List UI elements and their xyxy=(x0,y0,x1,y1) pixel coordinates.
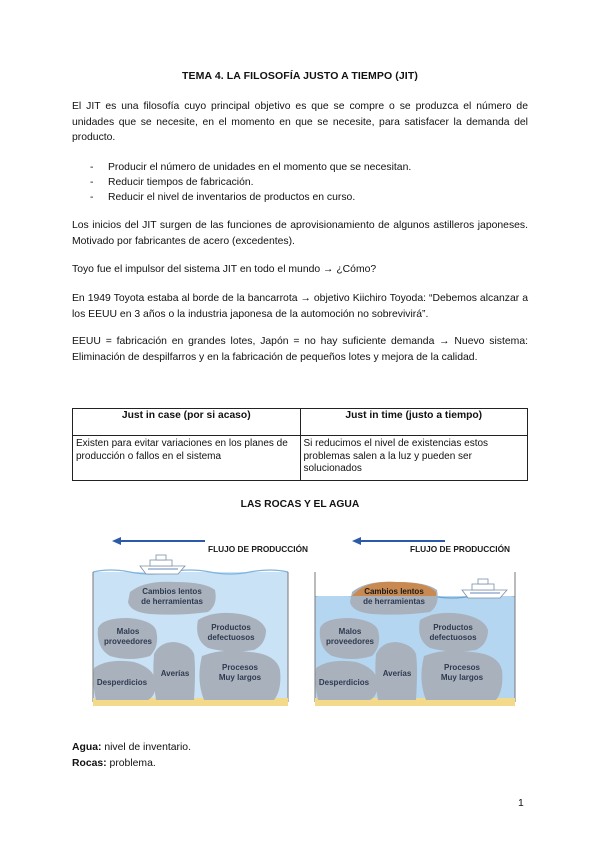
rock-label: Muy largos xyxy=(218,673,262,682)
rock-label: Desperdicios xyxy=(318,678,370,687)
legend-water-label: Agua: xyxy=(72,742,102,753)
low-inventory-panel xyxy=(315,537,515,706)
list-item-text: Reducir el nivel de inventarios de productos en curso. xyxy=(108,192,356,203)
legend-rocks xyxy=(72,756,156,772)
list-item xyxy=(72,190,528,205)
rock-label: Malos xyxy=(338,627,362,636)
eeuu-japan-paragraph: EEUU = fabricación en grandes lotes, Japón = no hay suficiente demanda → Nuevo sistema: Eliminación de despilfarros y en la fabricación de pequeños lotes y mejora de la calidad. xyxy=(72,336,528,363)
list-item-text: Reducir tiempos de fabricación. xyxy=(108,177,254,188)
rock-label: Desperdicios xyxy=(96,678,148,687)
objectives-list xyxy=(72,160,528,205)
bullet-dash: - xyxy=(90,192,94,203)
origins-paragraph: Los inicios del JIT surgen de las funciones de aprovisionamiento de algunos astilleros japoneses. Motivado por fabricantes de acero (excedentes). xyxy=(72,220,528,247)
table-cell: Si reducimos el nivel de existencias estos problemas salen a la luz y pueden ser solucionados xyxy=(300,436,528,481)
legend-rocks-label: Rocas: xyxy=(72,758,107,769)
page-number: 1 xyxy=(518,798,524,809)
rock-label: Averías xyxy=(160,669,190,678)
legend-rocks-text: problema. xyxy=(106,758,156,769)
high-inventory-panel xyxy=(93,537,308,706)
rock-label: Cambios lentos xyxy=(364,587,424,596)
table-cell: Existen para evitar variaciones en los planes de producción o fallos en el sistema xyxy=(73,436,301,481)
rock-label: Averías xyxy=(382,669,412,678)
flow-arrow-head-icon xyxy=(352,537,361,545)
rock-label: Malos xyxy=(116,627,140,636)
list-item xyxy=(72,160,528,175)
intro-paragraph: El JIT es una filosofía cuyo principal objetivo es que se compre o se produzca el número de unidades que se necesite, en el momento en que se necesite, para satisfacer la demanda del producto. xyxy=(72,101,528,143)
list-item-text: Producir el número de unidades en el momento que se necesitan. xyxy=(108,162,412,173)
section-subtitle: LAS ROCAS Y EL AGUA xyxy=(240,499,360,510)
legend-water xyxy=(72,740,191,756)
rock-label: proveedores xyxy=(325,637,375,646)
rock-label: defectuosos xyxy=(207,633,255,642)
rock-label: Productos xyxy=(211,623,251,632)
column-header-just-in-time: Just in time (justo a tiempo) xyxy=(300,409,528,436)
table-header-row xyxy=(73,409,528,436)
ship-icon xyxy=(140,555,185,574)
bullet-dash: - xyxy=(90,162,94,173)
bullet-dash: - xyxy=(90,177,94,188)
document-title: TEMA 4. LA FILOSOFÍA JUSTO A TIEMPO (JIT) xyxy=(182,70,418,82)
rock-label: defectuosos xyxy=(429,633,477,642)
comparison-table xyxy=(72,408,528,481)
table-row xyxy=(73,436,528,481)
flow-label: FLUJO DE PRODUCCIÓN xyxy=(208,544,309,554)
rock-label: de herramientas xyxy=(363,597,425,606)
rock-label: Procesos xyxy=(443,663,481,672)
rock-label: de herramientas xyxy=(141,597,203,606)
legend-water-text: nivel de inventario. xyxy=(101,742,191,753)
rock-label: Procesos xyxy=(221,663,259,672)
flow-arrow-head-icon xyxy=(112,537,121,545)
toyo-paragraph: Toyo fue el impulsor del sistema JIT en todo el mundo → ¿Cómo? xyxy=(72,264,377,275)
rock-label: Cambios lentos xyxy=(142,587,202,596)
toyota-1949-paragraph: En 1949 Toyota estaba al borde de la bancarrota → objetivo Kiichiro Toyoda: “Debemos alcanzar a los EEUU en 3 años o la industria japonesa de la automoción no sobrevivirá”. xyxy=(72,293,528,320)
rock-label: proveedores xyxy=(103,637,153,646)
rocks-and-water-figure xyxy=(90,530,530,720)
flow-label: FLUJO DE PRODUCCIÓN xyxy=(410,544,511,554)
rock-label: Muy largos xyxy=(440,673,484,682)
column-header-just-in-case: Just in case (por si acaso) xyxy=(73,409,301,436)
rock-label: Productos xyxy=(433,623,473,632)
list-item xyxy=(72,175,528,190)
